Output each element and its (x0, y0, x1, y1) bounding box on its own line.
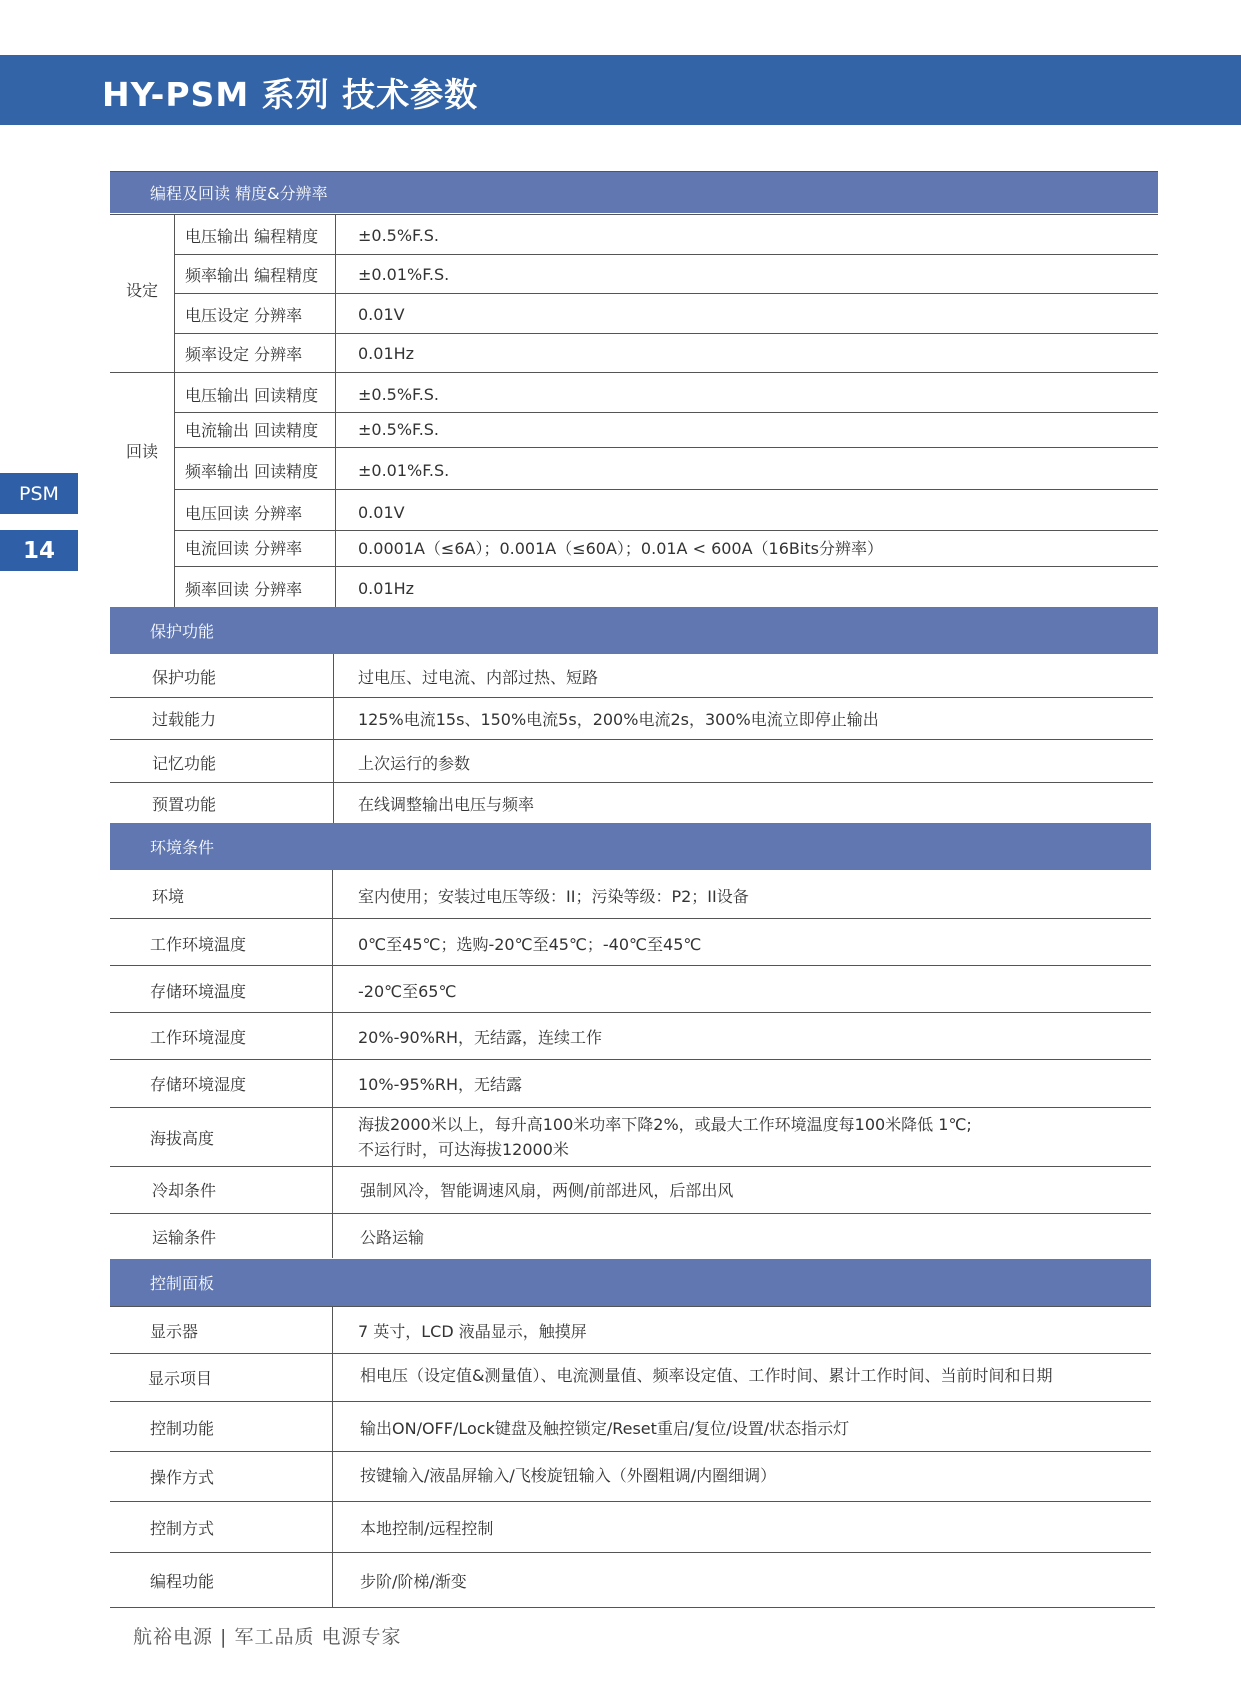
spec-item: 电压回读 分辨率 (185, 503, 303, 523)
spec-value: 海拔2000米以上，每升高100米功率下降2%，或最大工作环境温度每100米降低 1℃; (358, 1114, 972, 1134)
spec-value: 0.01Hz (358, 578, 415, 598)
spec-item: 频率回读 分辨率 (185, 579, 303, 599)
section-header-environment: 环境条件 (110, 823, 1151, 870)
spec-item: 操作方式 (150, 1468, 215, 1487)
spec-item: 显示项目 (148, 1368, 213, 1388)
page-title: HY-PSM 系列 技术参数 (102, 75, 479, 114)
spec-value: ±0.5%F.S. (358, 225, 440, 245)
spec-item: 频率输出 回读精度 (185, 461, 319, 481)
spec-value: 输出ON/OFF/Lock键盘及触控锁定/Reset重启/复位/设置/状态指示灯 (360, 1418, 850, 1438)
spec-value: 0.0001A（≤6A）；0.001A（≤60A）；0.01A < 600A（16Bits分辨率） (358, 538, 883, 558)
spec-item: 控制功能 (150, 1418, 215, 1438)
spec-value: 10%-95%RH，无结露 (358, 1075, 523, 1094)
spec-value: ±0.01%F.S. (358, 460, 450, 480)
spec-value: 20%-90%RH，无结露，连续工作 (358, 1028, 603, 1047)
spec-value: 室内使用；安装过电压等级：II；污染等级：P2；II设备 (358, 886, 749, 906)
spec-item: 频率设定 分辨率 (185, 344, 303, 364)
spec-item: 电压设定 分辨率 (185, 305, 303, 325)
group-label-setting: 设定 (126, 280, 159, 300)
spec-value: 按键输入/液晶屏输入/飞梭旋钮输入（外圈粗调/内圈细调） (360, 1466, 777, 1485)
spec-item: 工作环境温度 (150, 934, 247, 954)
group-label-readback: 回读 (126, 441, 159, 461)
spec-value: 上次运行的参数 (358, 753, 471, 773)
spec-value: 0℃至45℃；选购-20℃至45℃；-40℃至45℃ (358, 934, 702, 954)
spec-value: 强制风冷，智能调速风扇，两侧/前部进风，后部出风 (360, 1181, 734, 1200)
section-header-protection: 保护功能 (110, 607, 1158, 654)
spec-item: 显示器 (150, 1321, 199, 1341)
page-number: 14 (0, 530, 78, 571)
spec-item: 电流输出 回读精度 (185, 420, 319, 440)
spec-value: 本地控制/远程控制 (360, 1518, 494, 1538)
spec-value: 过电压、过电流、内部过热、短路 (358, 667, 599, 687)
spec-value: -20℃至65℃ (358, 981, 457, 1001)
spec-item: 冷却条件 (152, 1181, 217, 1200)
spec-value: 步阶/阶梯/渐变 (360, 1571, 467, 1591)
spec-item: 电流回读 分辨率 (185, 538, 303, 558)
spec-value: 0.01Hz (358, 343, 415, 363)
spec-value: 0.01V (358, 502, 405, 522)
spec-value: ±0.01%F.S. (358, 264, 450, 284)
spec-value: 公路运输 (360, 1227, 425, 1247)
spec-item: 存储环境温度 (150, 981, 247, 1001)
spec-item: 存储环境湿度 (150, 1075, 247, 1094)
spec-value: 在线调整输出电压与频率 (358, 794, 535, 814)
spec-item: 电压输出 编程精度 (185, 226, 319, 246)
spec-value: 125%电流15s、150%电流5s，200%电流2s，300%电流立即停止输出 (358, 710, 879, 729)
side-tab-label: PSM (0, 473, 78, 514)
spec-item: 海拔高度 (150, 1128, 215, 1148)
spec-item: 环境 (152, 886, 185, 906)
spec-value: ±0.5%F.S. (358, 419, 440, 439)
spec-item: 频率输出 编程精度 (185, 265, 319, 285)
spec-item: 电压输出 回读精度 (185, 385, 319, 405)
spec-item: 运输条件 (152, 1227, 217, 1247)
spec-item: 记忆功能 (152, 753, 217, 773)
spec-value: 相电压（设定值&测量值）、电流测量值、频率设定值、工作时间、累计工作时间、当前时间和日期 (360, 1365, 1053, 1385)
section-header-control: 控制面板 (110, 1259, 1151, 1306)
spec-value: 0.01V (358, 304, 405, 324)
spec-value-line2: 不运行时，可达海拔12000米 (358, 1139, 569, 1159)
section-header-programming: 编程及回读 精度&分辨率 (110, 172, 1158, 213)
spec-value: 7 英寸，LCD 液晶显示，触摸屏 (358, 1321, 587, 1341)
spec-item: 过载能力 (152, 710, 217, 729)
spec-item: 工作环境湿度 (150, 1028, 247, 1047)
spec-value: ±0.5%F.S. (358, 384, 440, 404)
spec-item: 编程功能 (150, 1571, 215, 1591)
spec-item: 控制方式 (150, 1518, 215, 1538)
spec-item: 预置功能 (152, 794, 217, 814)
spec-item: 保护功能 (152, 667, 217, 687)
footer-slogan: 航裕电源 | 军工品质 电源专家 (133, 1626, 402, 1648)
